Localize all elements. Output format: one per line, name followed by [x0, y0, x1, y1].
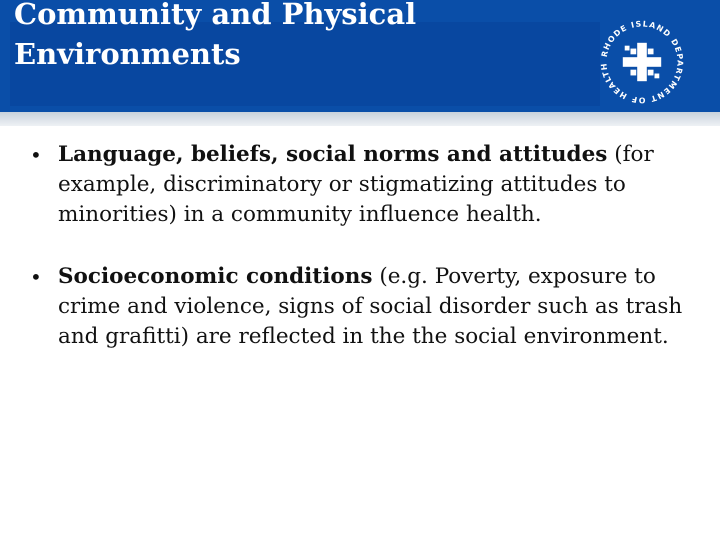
bullet-dot-icon: •: [30, 143, 42, 167]
slide-body: [30, 140, 690, 384]
bullet-bold-text: Socioeconomic conditions: [58, 264, 373, 289]
bullet-item: [30, 140, 690, 230]
bullet-text: (for example, discriminatory or stigmatizing attitudes to minorities) in a community influence health.: [58, 142, 654, 227]
bullet-dot-icon: •: [30, 265, 42, 289]
logo-text: RHODE ISLAND DEPARTMENT OF HEALTH: [599, 19, 685, 105]
header-divider: [0, 112, 720, 126]
slide-title-line-2: Environments: [14, 37, 241, 71]
slide-title-line-1: Community and Physical: [14, 0, 417, 31]
bullet-bold-text: Language, beliefs, social norms and attitudes: [58, 142, 608, 167]
bullet-item: [30, 262, 690, 352]
ri-health-logo-icon: [594, 14, 690, 110]
bullet-text: (e.g. Poverty, exposure to crime and violence, signs of social disorder such as trash and grafitti) are reflected in the the social environment.: [58, 264, 683, 349]
slide-title: [14, 0, 416, 74]
